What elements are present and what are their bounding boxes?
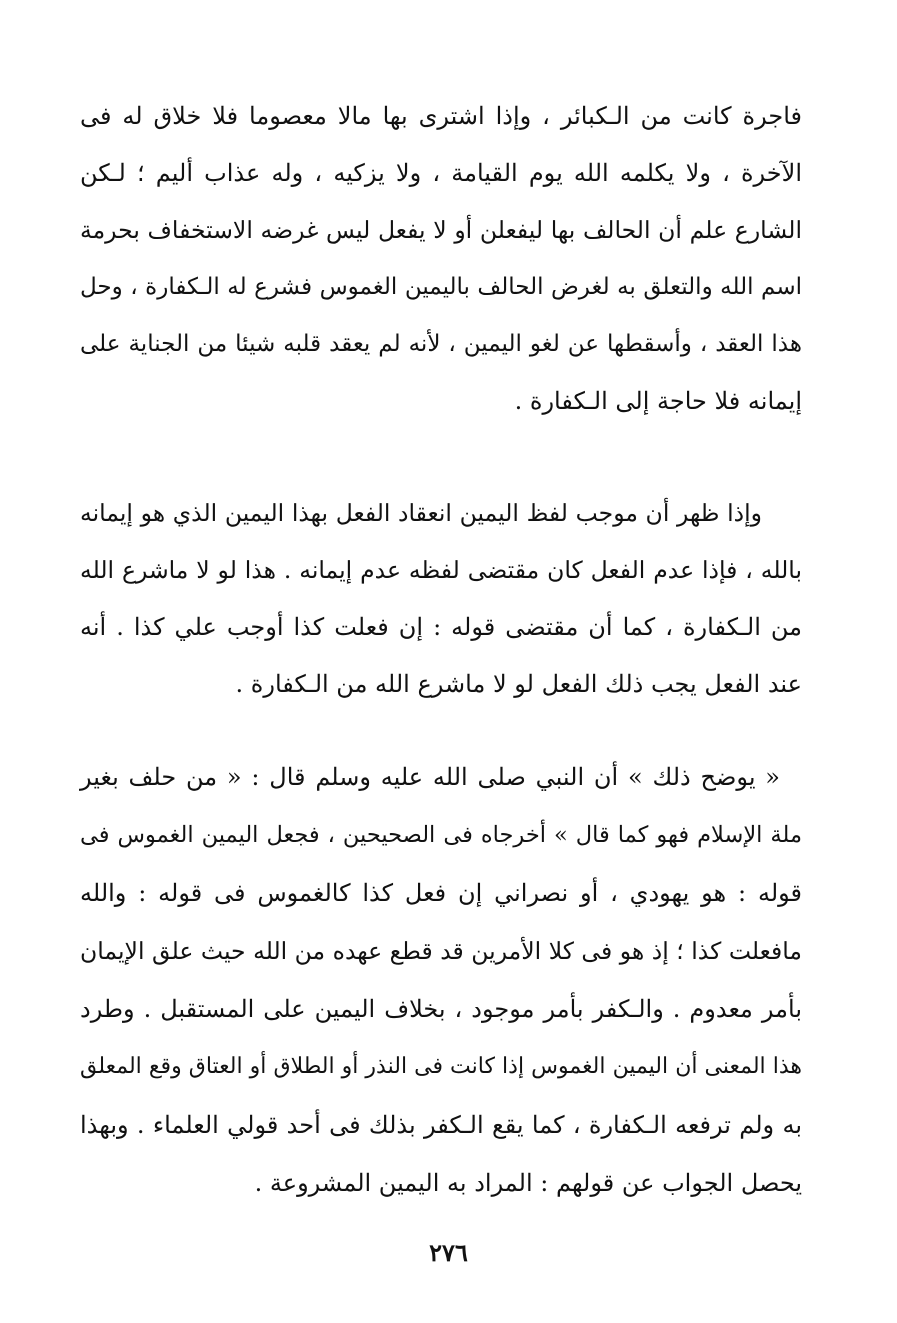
text-line: فاجرة كانت من الـكبائر ، وإذا اشترى بها مالا معصوما فلا خلاق له فى (80, 102, 802, 130)
text-line: « يوضح ذلك » أن النبي صلى الله عليه وسلم قال : « من حلف بغير (80, 763, 780, 791)
text-line: إيمانه فلا حاجة إلى الـكفارة . (514, 387, 802, 415)
text-line: وإذا ظهر أن موجب لفظ اليمين انعقاد الفعل بهذا اليمين الذي هو إيمانه (80, 499, 762, 527)
text-line: هذا العقد ، وأسقطها عن لغو اليمين ، لأنه لم يعقد قلبه شيئا من الجناية على (80, 331, 802, 357)
text-line: الآخرة ، ولا يكلمه الله يوم القيامة ، ولا يزكيه ، وله عذاب أليم ؛ لـكن (80, 159, 802, 187)
text-line: عند الفعل يجب ذلك الفعل لو لا ماشرع الله من الـكفارة . (235, 670, 802, 698)
text-line: هذا المعنى أن اليمين الغموس إذا كانت فى النذر أو الطلاق أو العتاق وقع المعلق (80, 1054, 802, 1079)
text-line: قوله : هو يهودي ، أو نصراني إن فعل كذا كالغموس فى قوله : والله (80, 879, 802, 907)
text-line: من الـكفارة ، كما أن مقتضى قوله : إن فعلت كذا أوجب علي كذا . أنه (80, 613, 802, 641)
text-line: يحصل الجواب عن قولهم : المراد به اليمين المشروعة . (254, 1169, 802, 1197)
paragraph-1 (80, 88, 802, 430)
text-line: بالله ، فإذا عدم الفعل كان مقتضى لفظه عدم إيمانه . هذا لو لا ماشرع الله (80, 556, 802, 584)
paragraph-3 (80, 748, 802, 1212)
text-line: بأمر معدوم . والـكفر بأمر موجود ، بخلاف اليمين على المستقبل . وطرد (80, 995, 802, 1023)
text-line: به ولم ترفعه الـكفارة ، كما يقع الـكفر بذلك فى أحد قولي العلماء . وبهذا (80, 1111, 802, 1139)
text-line: اسم الله والتعلق به لغرض الحالف باليمين الغموس فشرع له الـكفارة ، وحل (80, 274, 802, 300)
paragraph-2 (80, 485, 802, 713)
text-line: الشارع علم أن الحالف بها ليفعلن أو لا يفعل ليس غرضه الاستخفاف بحرمة (80, 216, 802, 244)
page-number: ٢٧٦ (429, 1238, 468, 1267)
text-line: ملة الإسلام فهو كما قال » أخرجاه فى الصحيحين ، فجعل اليمين الغموس فى (80, 822, 802, 848)
text-line: مافعلت كذا ؛ إذ هو فى كلا الأمرين قد قطع عهده من الله حيث علق الإيمان (80, 937, 802, 965)
